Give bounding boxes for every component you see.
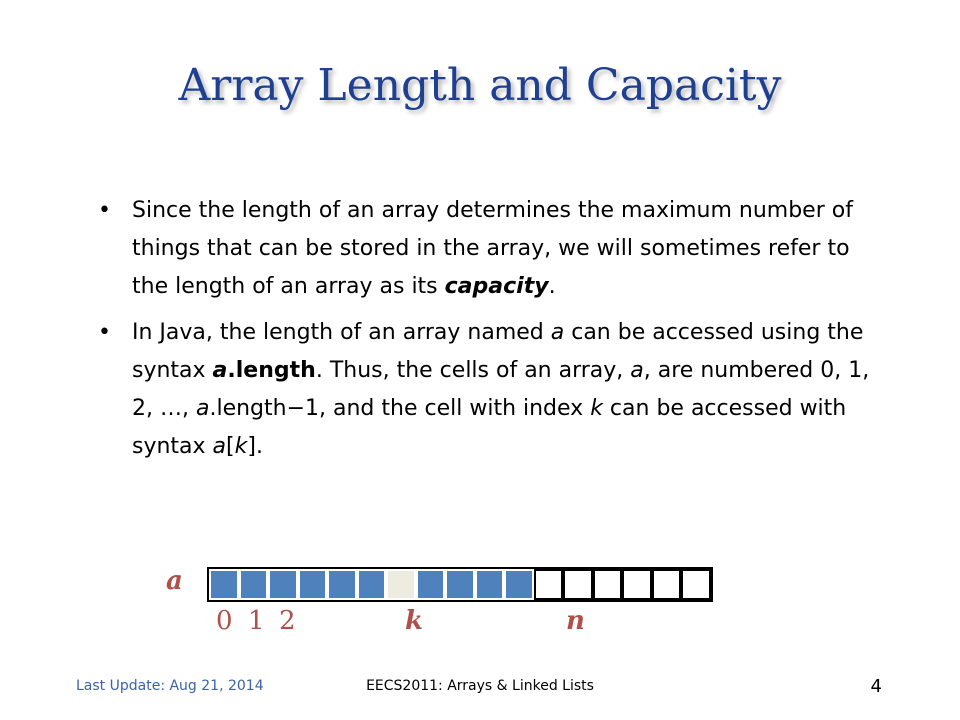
array-cell-filled xyxy=(268,569,298,600)
text-run: Since the length of an array determines the maximum number of things that can be stored in the array, we will sometimes refer to the length of an array as its xyxy=(132,198,853,299)
page-number: 4 xyxy=(870,676,882,697)
index-label-2: 2 xyxy=(279,606,296,636)
footer-course: EECS2011: Arrays & Linked Lists xyxy=(366,678,594,694)
bullet-marker: • xyxy=(98,198,111,223)
array-cell-filled xyxy=(416,569,446,600)
text-run: In Java, the length of an array named xyxy=(132,320,551,345)
array-cell-empty xyxy=(652,569,682,600)
slide-title: Array Length and Capacity xyxy=(178,60,782,111)
text-run-italic: k xyxy=(590,396,603,421)
bullet-item xyxy=(90,314,880,466)
array-cell-empty xyxy=(681,569,711,600)
array-cell-filled xyxy=(239,569,269,600)
index-label-0: 0 xyxy=(216,606,233,636)
text-run-bold-italic: a xyxy=(212,358,228,383)
text-run-italic: a xyxy=(550,320,565,345)
array-cell-special xyxy=(386,569,416,600)
index-label-n: n xyxy=(566,606,585,636)
text-run: [ xyxy=(226,434,235,459)
array-cell-filled xyxy=(327,569,357,600)
array-cell-empty xyxy=(622,569,652,600)
text-run-italic: a xyxy=(630,358,644,383)
bullet-marker: • xyxy=(98,320,111,345)
array-cell-empty xyxy=(534,569,564,600)
text-run-bold: .length xyxy=(227,358,316,383)
array-name-label: a xyxy=(166,566,183,596)
text-run: . xyxy=(548,274,556,299)
array-cell-filled xyxy=(209,569,239,600)
bullet-item xyxy=(90,192,880,306)
array-cell-filled xyxy=(504,569,534,600)
array-cell-filled xyxy=(475,569,505,600)
text-run-italic: k xyxy=(234,434,248,459)
text-run: can be accessed using the syntax xyxy=(132,320,864,383)
text-run: , are numbered 0, 1, 2, …, xyxy=(132,358,870,421)
bullet-text xyxy=(132,198,853,299)
text-run-italic: a xyxy=(212,434,227,459)
bullet-text xyxy=(132,320,869,459)
array-cell-filled xyxy=(357,569,387,600)
array-cell-empty xyxy=(563,569,593,600)
text-run: . Thus, the cells of an array, xyxy=(315,358,631,383)
text-run: can be accessed with syntax xyxy=(132,396,847,459)
array-cell-filled xyxy=(445,569,475,600)
footer-date: Last Update: Aug 21, 2014 xyxy=(76,678,264,694)
array-cell-empty xyxy=(593,569,623,600)
text-run-italic: a xyxy=(195,396,210,421)
text-run: .length−1, and the cell with index xyxy=(209,396,591,421)
array-cell-filled xyxy=(298,569,328,600)
array-diagram xyxy=(207,567,713,602)
index-label-k: k xyxy=(405,606,424,636)
bullet-list xyxy=(90,192,880,474)
index-label-1: 1 xyxy=(248,606,265,636)
text-run-bold-italic: capacity xyxy=(444,274,549,299)
text-run: ]. xyxy=(247,434,263,459)
